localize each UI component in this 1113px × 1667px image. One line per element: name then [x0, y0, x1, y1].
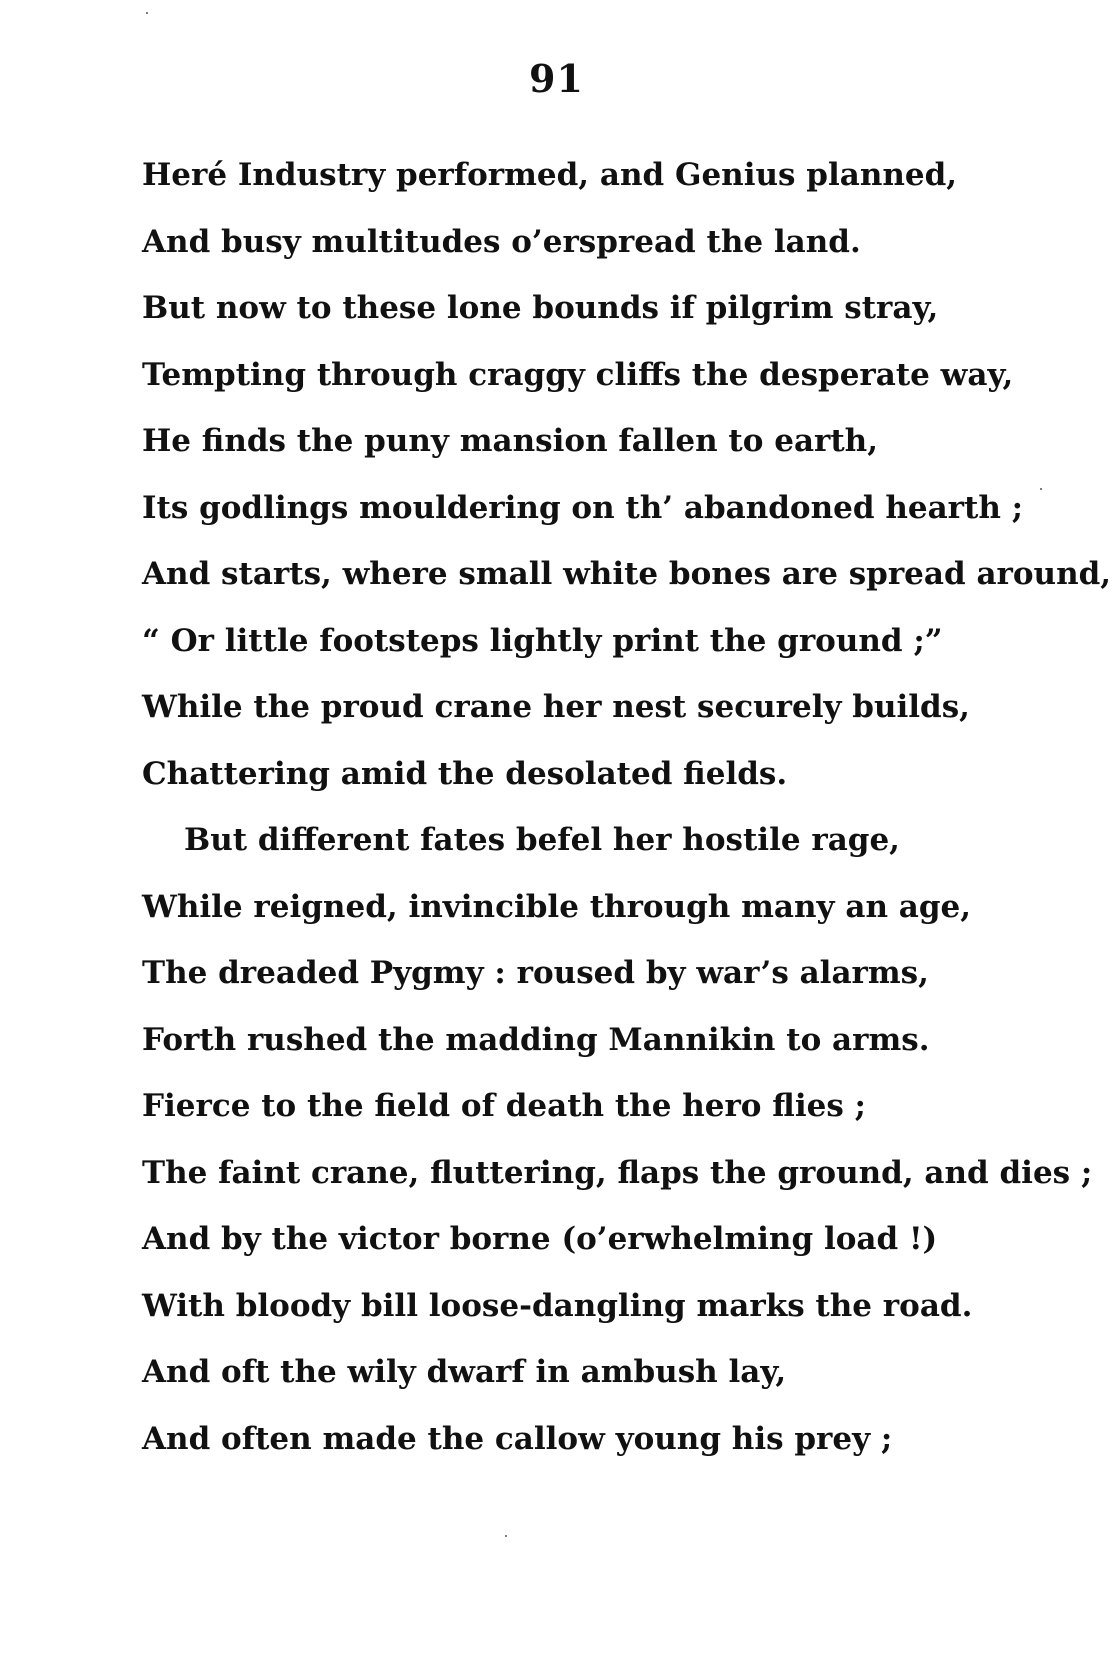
poem-line: While the proud crane her nest securely builds, [142, 689, 970, 725]
poem-line: Heré Industry performed, and Genius planned, [142, 157, 958, 193]
poem-line: And starts, where small white bones are spread around, [142, 556, 1112, 592]
poem-line: Tempting through craggy cliffs the desperate way, [142, 356, 1014, 393]
poem-line: Forth rushed the madding Mannikin to arms. [142, 1021, 930, 1058]
poem-line: With bloody bill loose-dangling marks the road. [142, 1287, 973, 1324]
poem-line: The dreaded Pygmy : roused by war’s alarms, [142, 955, 929, 991]
poem-line: And busy multitudes o’erspread the land. [142, 223, 861, 260]
print-speck [1040, 488, 1042, 490]
poem-line: “ Or little footsteps lightly print the ground ;” [142, 622, 943, 659]
poem-line: And by the victor borne (o’erwhelming load !) [142, 1221, 938, 1257]
poem-line: And often made the callow young his prey ; [142, 1420, 893, 1457]
print-speck [146, 12, 148, 14]
print-speck [505, 1535, 507, 1537]
poem-line: He finds the puny mansion fallen to earth, [142, 423, 879, 459]
poem-line: Chattering amid the desolated fields. [142, 755, 788, 792]
poem-line: But now to these lone bounds if pilgrim stray, [142, 290, 939, 326]
poem-line: The faint crane, fluttering, flaps the ground, and dies ; [142, 1154, 1093, 1191]
poem-line: While reigned, invincible through many an age, [142, 888, 972, 925]
poem-line: And oft the wily dwarf in ambush lay, [142, 1354, 787, 1390]
page-number: 91 [529, 56, 584, 101]
poem-line: Its godlings mouldering on th’ abandoned hearth ; [142, 489, 1024, 526]
poem-line: Fierce to the field of death the hero flies ; [142, 1088, 867, 1124]
poem-line: But different fates befel her hostile rage, [184, 822, 900, 858]
poem-body [142, 142, 1112, 1472]
